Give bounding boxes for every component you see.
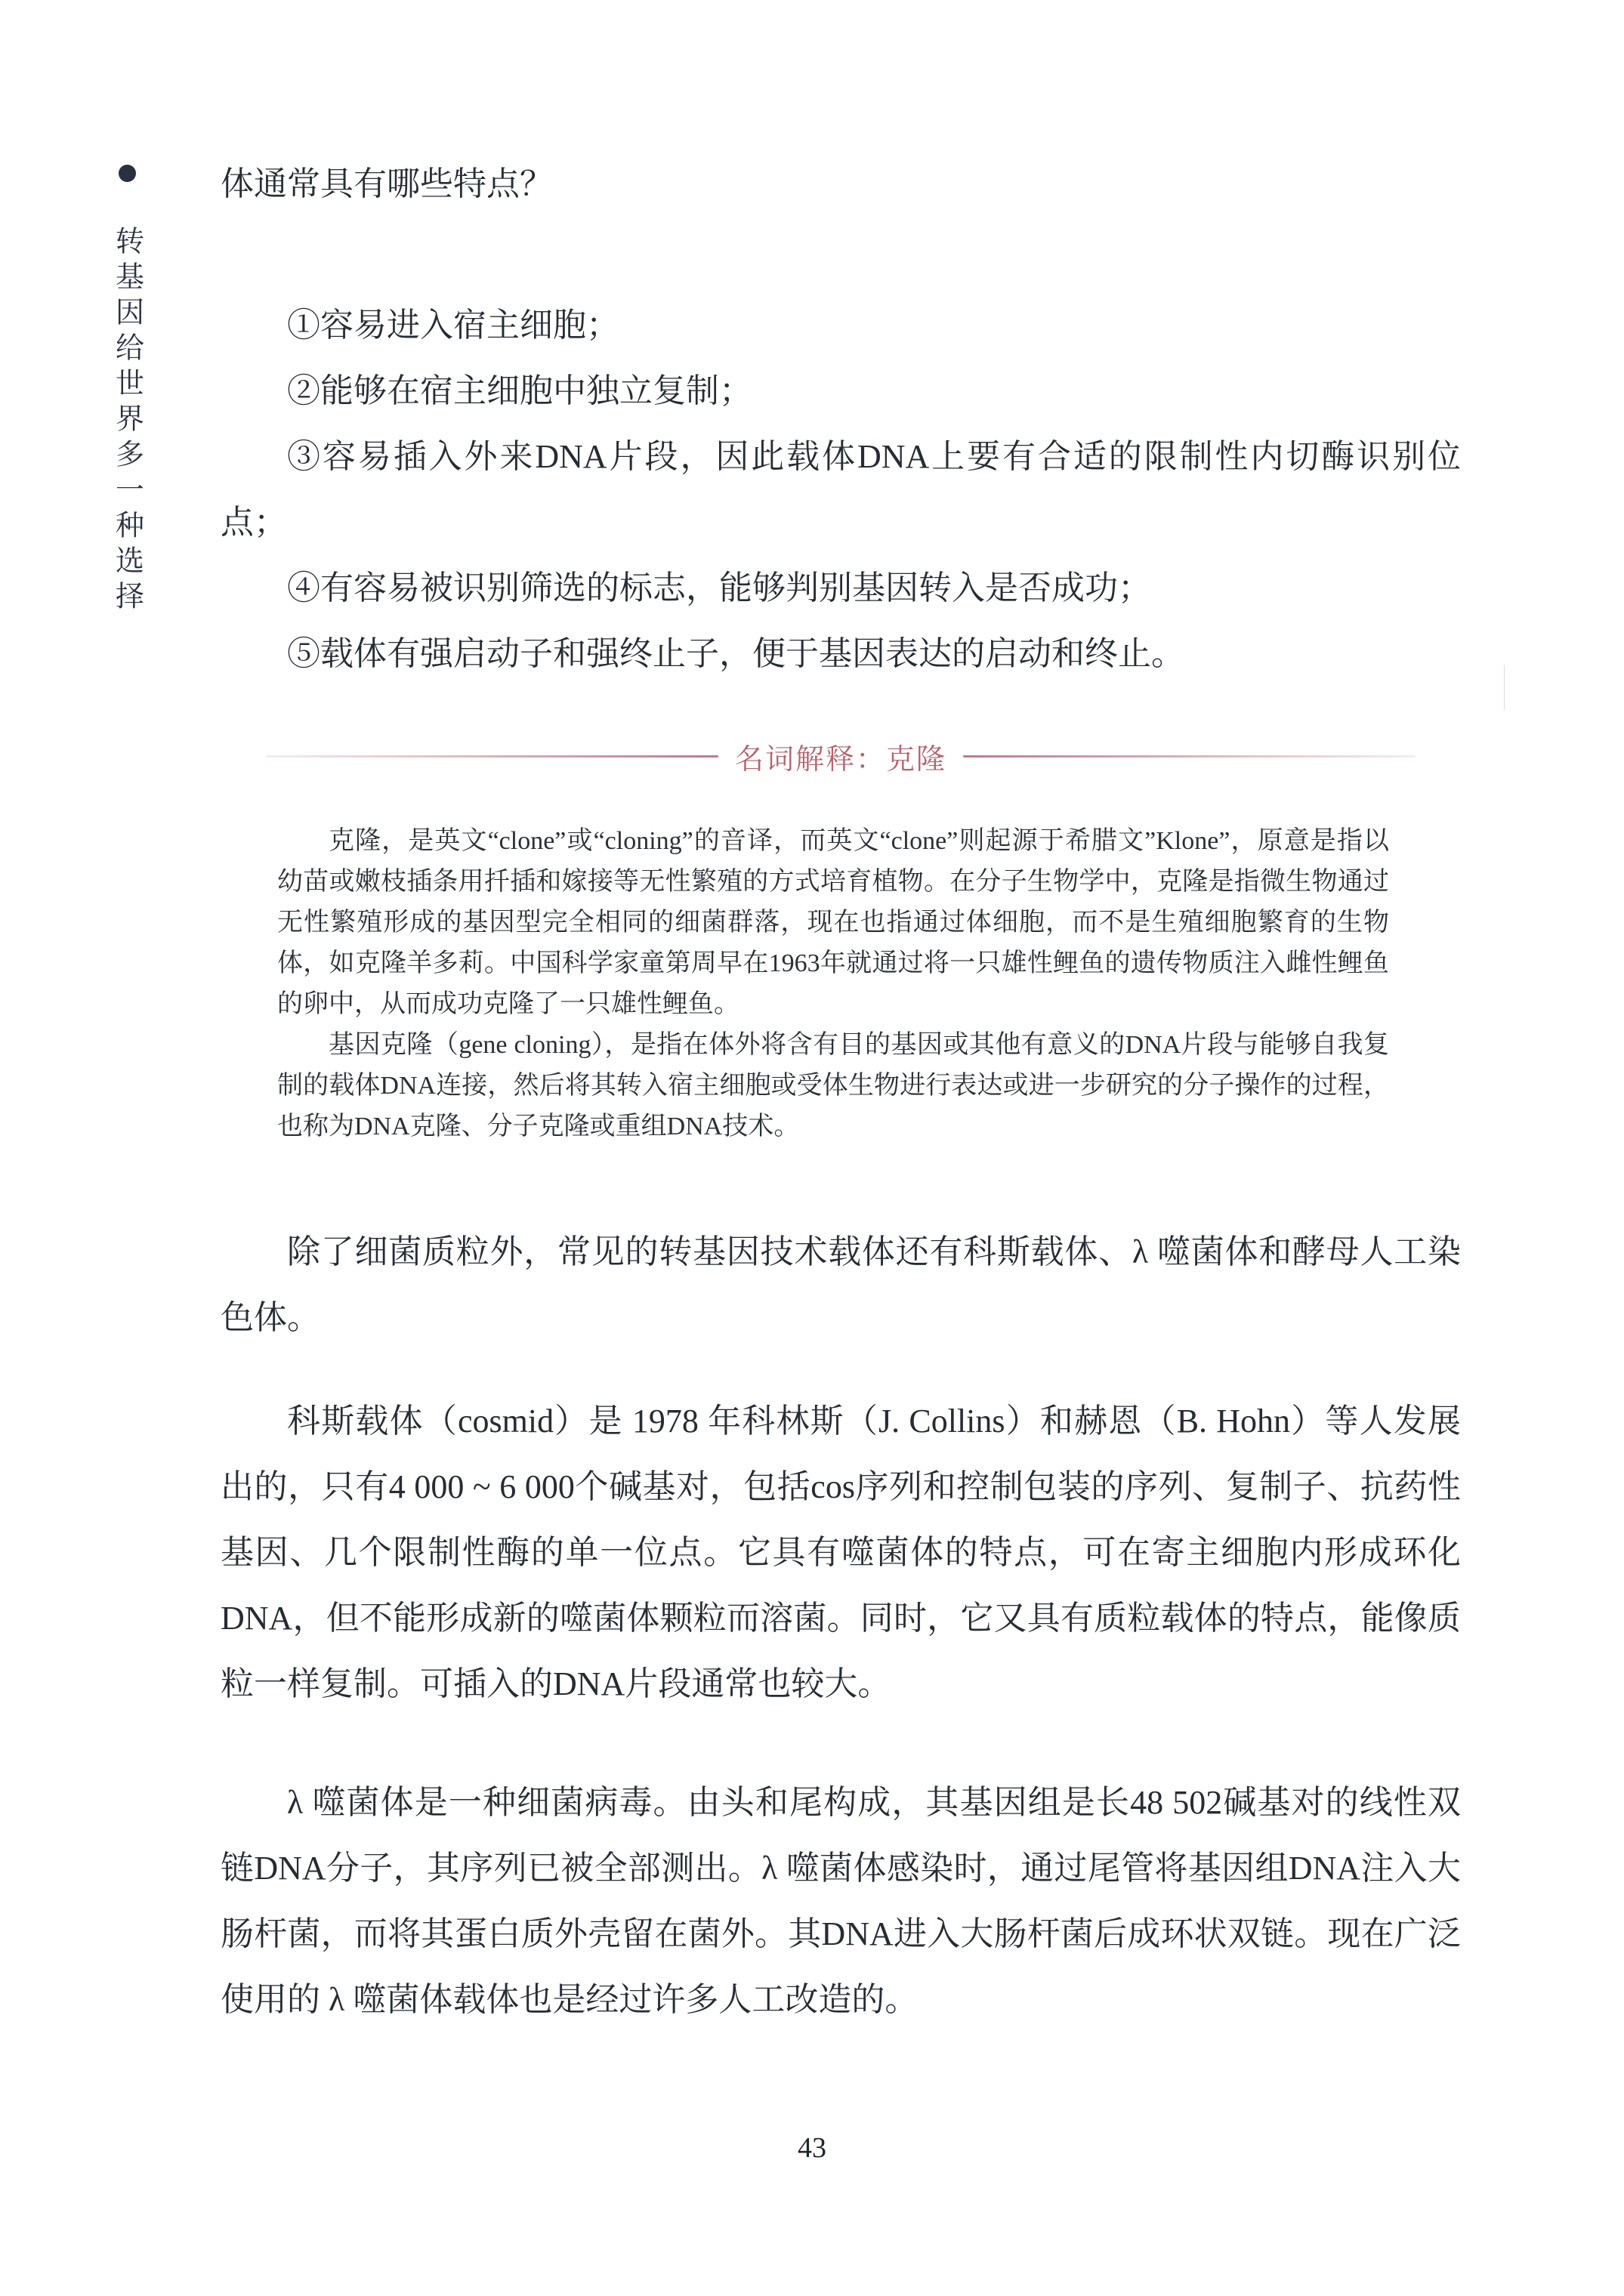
glossary-paragraph: 基因克隆（gene cloning），是指在体外将含有目的基因或其他有意义的DNA片段与能够自我复制的载体DNA连接，然后将其转入宿主细胞或受体生物进行表达或进一步研究的分子操作的过程，也称为DNA克隆、分子克隆或重组DNA技术。 [277, 1031, 1389, 1140]
list-item: ②能够在宿主细胞中独立复制； [287, 372, 752, 409]
main-content [221, 151, 1461, 2032]
scan-artifact-line [1504, 665, 1505, 710]
glossary-paragraph: 克隆，是英文“clone”或“cloning”的音译，而英文“clone”则起源于希腊文”Klone”，原意是指以幼苗或嫩枝插条用扦插和嫁接等无性繁殖的方式培育植物。在分子生物学中，克隆是指微生物通过无性繁殖形成的基因型完全相同的细菌群落，现在也指通过体细胞，而不是生殖细胞繁育的生物体，如克隆羊多莉。中国科学家童第周早在1963年就通过将一只雄性鲤鱼的遗传物质注入雌性鲤鱼的卵中，从而成功克隆了一只雄性鲤鱼。 [277, 827, 1389, 1018]
book-title-vertical: 转基因给世界多一种选择 [110, 226, 143, 616]
glossary-section [221, 736, 1461, 1147]
intro-continuation-line: 体通常具有哪些特点？ [221, 165, 553, 202]
glossary-rule-left [266, 755, 718, 758]
body-paragraph-lambda-phage: λ 噬菌体是一种细菌病毒。由头和尾构成，其基因组是长48 502碱基对的线性双链DNA分子，其序列已被全部测出。λ 噬菌体感染时，通过尾管将基因组DNA注入大肠杆菌，而将其蛋白质外壳留在菌外。其DNA进入大肠杆菌后成环状双链。现在广泛使用的 λ 噬菌体载体也是经过许多人工改造的。 [221, 1784, 1461, 2018]
list-item: ③容易插入外来DNA片段，因此载体DNA上要有合适的限制性内切酶识别位点； [221, 438, 1461, 541]
glossary-rule-right [963, 755, 1416, 758]
section-bullet-marker [119, 165, 136, 182]
list-item: ①容易进入宿主细胞； [287, 307, 619, 344]
body-paragraph-vectors-overview: 除了细菌质粒外，常见的转基因技术载体还有科斯载体、λ 噬菌体和酵母人工染色体。 [221, 1233, 1461, 1336]
list-item: ⑤载体有强启动子和强终止子，便于基因表达的启动和终止。 [287, 635, 1184, 672]
sidebar [104, 165, 150, 616]
list-item: ④有容易被识别筛选的标志，能够判别基因转入是否成功； [287, 569, 1151, 606]
glossary-title: 名词解释：克隆 [735, 744, 947, 776]
glossary-body [277, 821, 1389, 1147]
page-number: 43 [798, 2132, 826, 2164]
body-paragraph-cosmid: 科斯载体（cosmid）是 1978 年科林斯（J. Collins）和赫恩（B. Hohn）等人发展出的，只有4 000 ~ 6 000个碱基对，包括cos序列和控制包装的序列、复制子、抗药性基因、几个限制性酶的单一位点。它具有噬菌体的特点，可在寄主细胞内形成环化DNA，但不能形成新的噬菌体颗粒而溶菌。同时，它又具有质粒载体的特点，能像质粒一样复制。可插入的DNA片段通常也较大。 [221, 1403, 1461, 1702]
vector-feature-list [221, 292, 1461, 687]
glossary-header [266, 736, 1416, 777]
